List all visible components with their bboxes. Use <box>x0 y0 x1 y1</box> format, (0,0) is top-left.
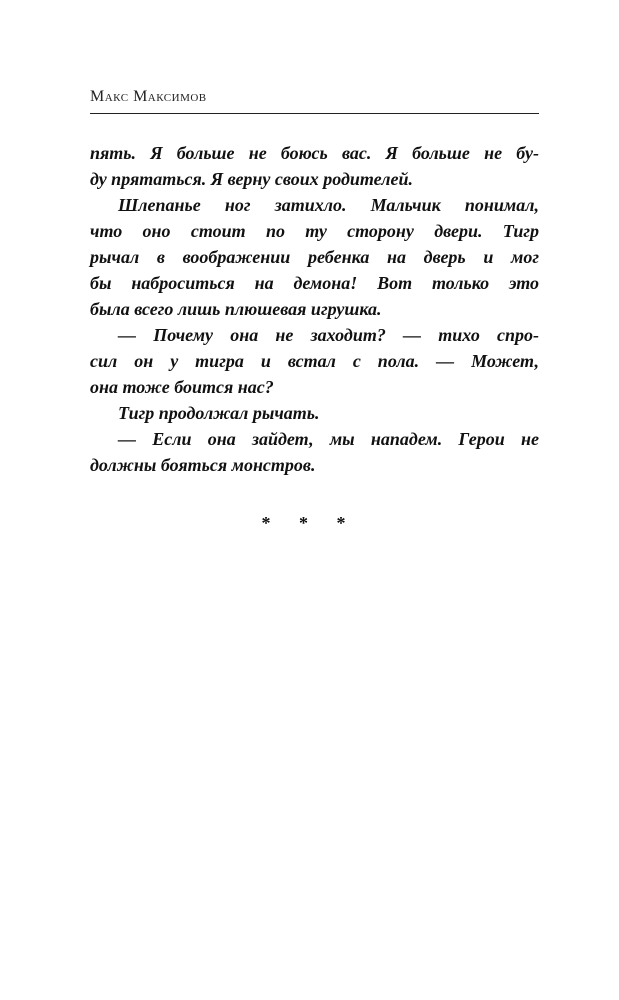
running-head: Макс Максимов <box>90 88 207 105</box>
section-separator: * * * <box>261 513 358 533</box>
header-rule <box>90 113 539 114</box>
body-text <box>90 140 539 478</box>
text-line: — Если она зайдет, мы нападем. Герои не <box>118 429 539 449</box>
text-line: — Почему она не заходит? — тихо спро- <box>118 325 539 345</box>
text-line: Тигр продолжал рычать. <box>118 403 320 423</box>
text-line: пять. Я больше не боюсь вас. Я больше не бу- <box>90 143 539 163</box>
text-line: была всего лишь плюшевая игрушка. <box>90 299 382 319</box>
text-line: что оно стоит по ту сторону двери. Тигр <box>90 221 539 241</box>
text-line: бы наброситься на демона! Вот только это <box>90 273 539 293</box>
text-line: рычал в воображении ребенка на дверь и мог <box>90 247 539 267</box>
text-line: она тоже боится нас? <box>90 377 274 397</box>
text-line: ду прятаться. Я верну своих родителей. <box>90 169 413 189</box>
text-line: сил он у тигра и встал с пола. — Может, <box>90 351 539 371</box>
text-line: должны бояться монстров. <box>90 455 316 475</box>
text-line: Шлепанье ног затихло. Мальчик понимал, <box>118 195 539 215</box>
